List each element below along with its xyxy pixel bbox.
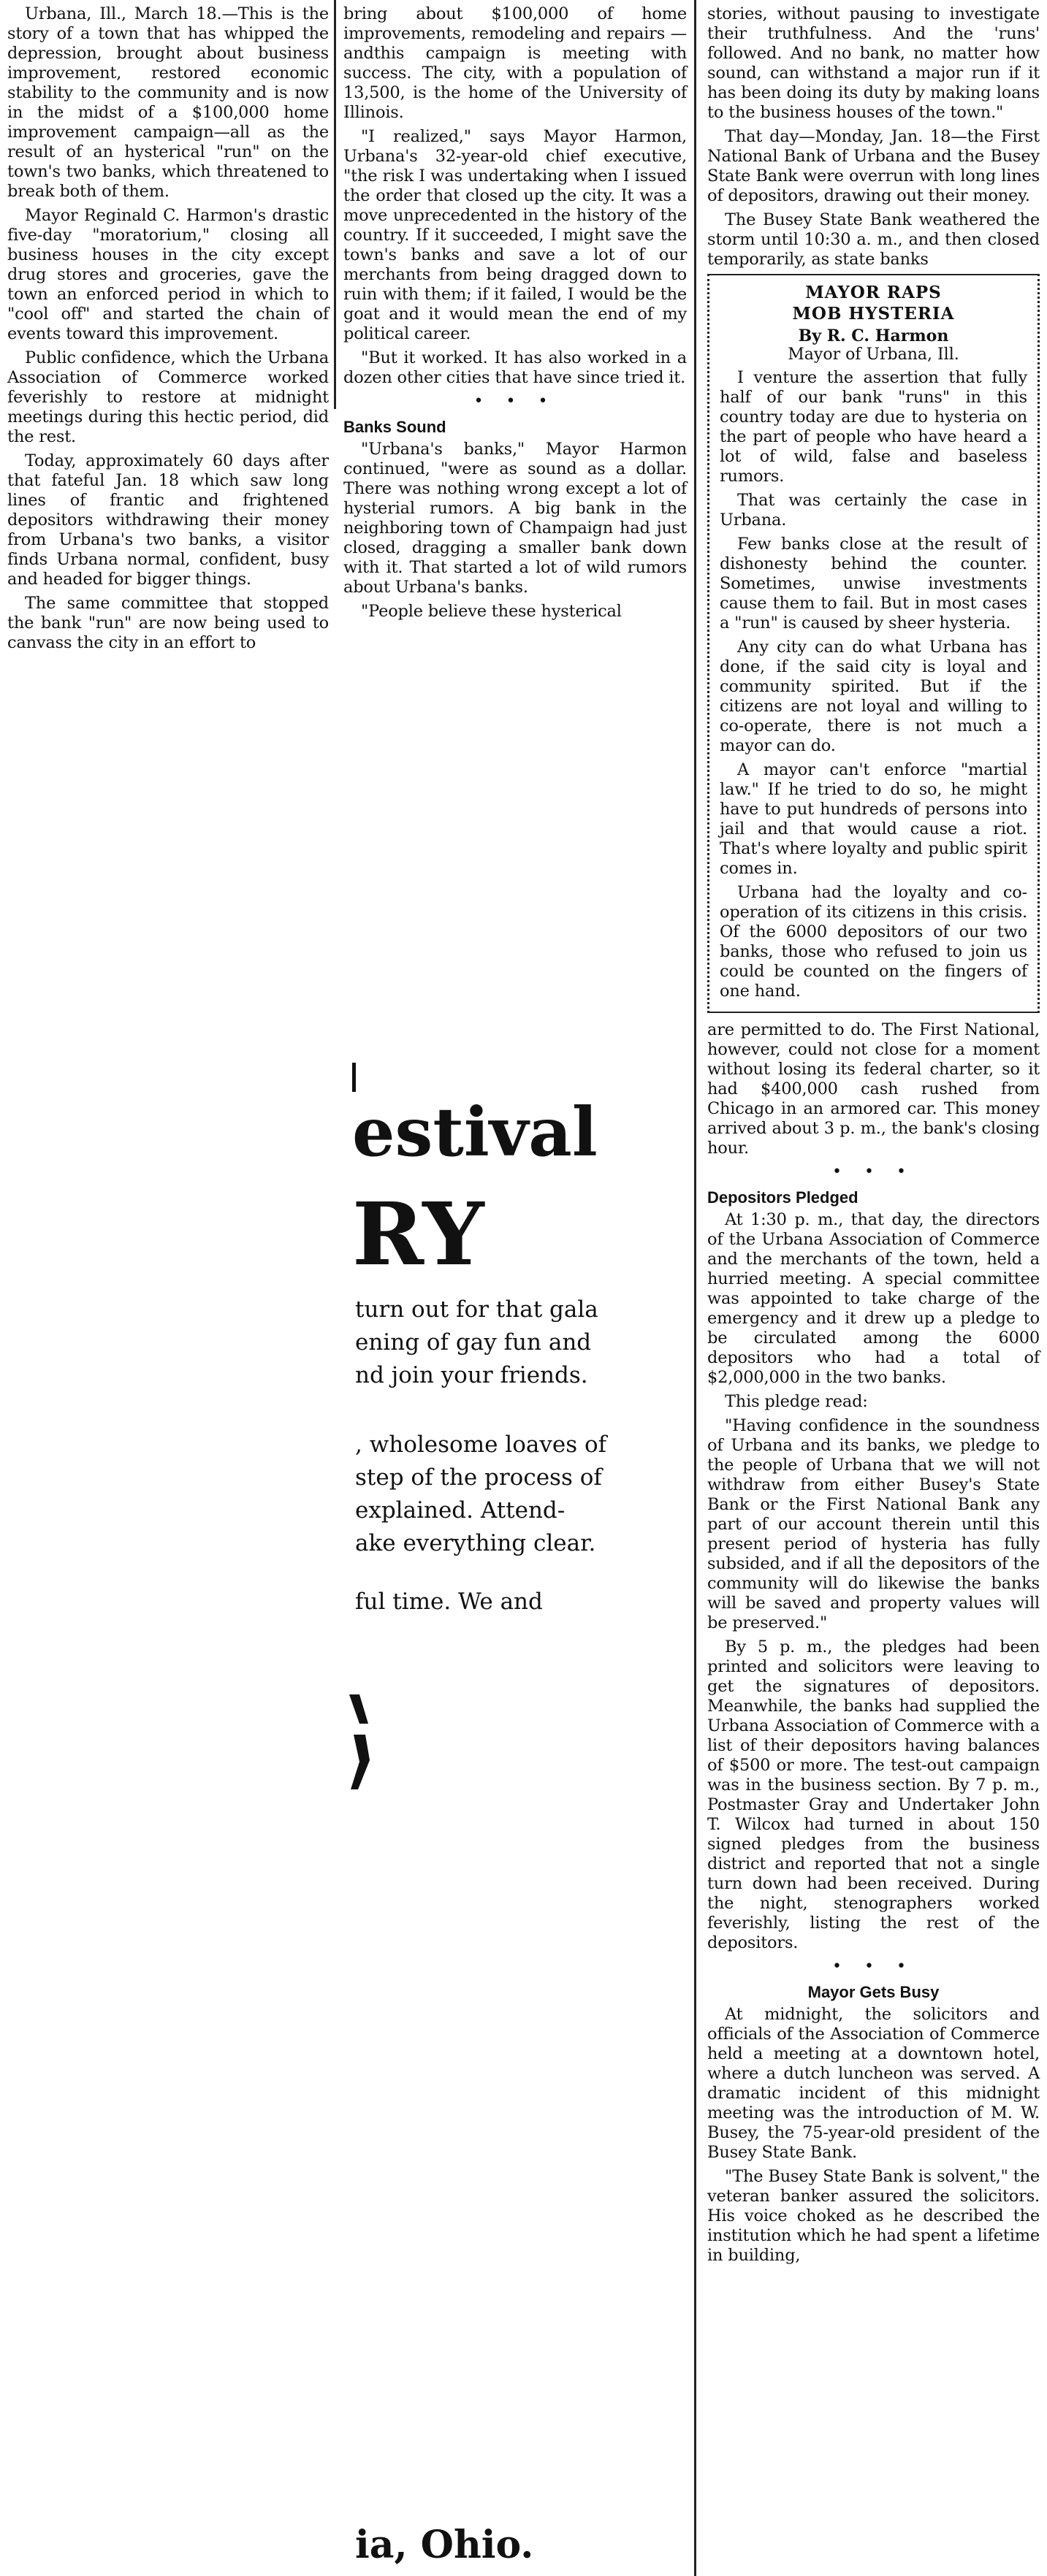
subheading-banks-sound: Banks Sound — [343, 418, 446, 436]
ad-text-line: , wholesome loaves of — [355, 1432, 607, 1458]
article-paragraph: This pledge read: — [725, 1392, 868, 1411]
box-paragraph: Urbana had the loyalty and co-operation of its citizens in this crisis. Of the 6000 depositors of our two banks, those who refused to join us could be counted on the fingers of one hand. — [720, 883, 1027, 1001]
article-paragraph: "Urbana's banks," Mayor Harmon continued, "were as sound as a dollar. There was nothing wrong except a lot of hysterial rumors. A big bank in the neighboring town of Champaign had just closed, dragging a smaller bank down with it. That started a lot of wild rumors about Urbana's banks. — [343, 440, 687, 597]
sidebar-box-mayor-raps — [707, 274, 1040, 1013]
article-paragraph: "People believe these hysterical — [361, 602, 622, 621]
column-rule-left — [334, 0, 336, 409]
article-paragraph: "But it worked. It has also worked in a dozen other cities that have since tried it. — [343, 348, 687, 387]
advertisement-fragment — [343, 774, 687, 2576]
ad-text-line: ful time. We and — [355, 1589, 543, 1615]
ad-text-line: nd join your friends. — [355, 1362, 588, 1388]
box-paragraph: A mayor can't enforce "martial law." If he tried to do so, he might have to put hundreds of persons into jail and that would cause a riot. That's where loyalty and public spirit comes in. — [720, 760, 1027, 878]
box-paragraph: I venture the assertion that fully half of our bank "runs" in this country today are due to hysteria on the part of people who have heard a lot of wild, false and baseless rumors. — [720, 368, 1027, 486]
article-paragraph: That day—Monday, Jan. 18—the First National Bank of Urbana and the Busey State Bank were overrun with long lines of depositors, drawing out their money. — [707, 127, 1040, 205]
article-column-2 — [343, 4, 687, 626]
ad-title-line-2: RY — [352, 1183, 486, 1285]
ad-text-line: ake everything clear. — [355, 1530, 596, 1556]
ad-text-line: ening of gay fun and — [355, 1329, 592, 1356]
ad-title-line-1: estival — [352, 1093, 598, 1172]
box-headline-2: MOB HYSTERIA — [792, 304, 955, 324]
ad-decoration-mark — [343, 1694, 387, 1797]
article-column-1 — [7, 4, 329, 657]
article-paragraph: "Having confidence in the soundness of Urbana and its banks, we pledge to the people of Urbana that we will not withdraw from either Busey's State Bank or the First National Bank any part of our account therein until this present period of hysteria has fully subsided, and if all the depositors of the community will do likewise the banks will be saved and property values will be preserved." — [707, 1416, 1040, 1632]
article-paragraph: Public confidence, which the Urbana Association of Commerce worked feverishly to restore at midnight meetings during this hectic period, did the rest. — [7, 348, 329, 446]
article-paragraph: Urbana, Ill., March 18.—This is the story of a town that has whipped the depression, brought about business improvement, restored economic stability to the community and is now in the midst of a $100,000 home improvement campaign—all as the result of an hysterical "run" on the town's two banks, which threatened to break both of them. — [7, 4, 329, 201]
article-paragraph: At midnight, the solicitors and officials of the Association of Commerce held a meeting at a downtown hotel, where a dutch luncheon was served. A dramatic incident of this midnight meeting was the introduction of M. W. Busey, the 75-year-old president of the Busey State Bank. — [707, 2005, 1040, 2162]
article-paragraph: "The Busey State Bank is solvent," the veteran banker assured the solicitors. His voice choked as he described the institution which he had spent a lifetime in building, — [707, 2167, 1040, 2265]
article-paragraph: are permitted to do. The First National, however, could not close for a moment without losing its federal charter, so it had $400,000 cash rushed from Chicago in an armored car. This money arrived about 3 p. m., the bank's closing hour. — [707, 1020, 1040, 1158]
article-column-3 — [707, 4, 1040, 2270]
section-dots: • • • — [473, 392, 557, 410]
article-paragraph: "I realized," says Mayor Harmon, Urbana's 32-year-old chief executive, "the risk I was undertaking when I issued the order that closed up the city. It was a move unprecedented in the history of the country. If it succeeded, I might save the town's banks and save a lot of our merchants from being dragged down to ruin with them; if it failed, I would be the goat and it would mean the end of my political career. — [343, 127, 687, 343]
article-paragraph: By 5 p. m., the pledges had been printed and solicitors were leaving to get the signatures of depositors. Meanwhile, the banks had supplied the Urbana Association of Commerce with a list of their depositors having balances of $500 or more. The test-out campaign was in the business section. By 7 p. m., Postmaster Gray and Undertaker John T. Wilcox had turned in about 150 signed pledges from the business district and reported that not a single turn down had been received. During the night, stenographers worked feverishly, listing the rest of the depositors. — [707, 1637, 1040, 1952]
ad-fragment-bar — [352, 1063, 356, 1092]
article-paragraph: Today, approximately 60 days after that fateful Jan. 18 which saw long lines of frantic and frightened depositors withdrawing their money from Urbana's two banks, a visitor finds Urbana normal, confident, busy and headed for bigger things. — [7, 451, 329, 589]
box-paragraph: Few banks close at the result of dishonesty behind the counter. Sometimes, unwise investments cause them to fail. But in most cases a "run" is caused by sheer hysteria. — [720, 535, 1027, 632]
subheading-depositors-pledged: Depositors Pledged — [707, 1188, 858, 1207]
article-paragraph: Mayor Reginald C. Harmon's drastic five-day "moratorium," closing all business houses in the city except drug stores and groceries, gave the town an enforced period in which to "cool off" and started the chain of events toward this improvement. — [7, 206, 329, 343]
box-byline: By R. C. Harmon — [798, 326, 949, 345]
article-paragraph: At 1:30 p. m., that day, the directors of the Urbana Association of Commerce and the merchants of the town, held a hurried meeting. A special committee was appointed to take charge of the emergency and it drew up a pledge to be circulated among the 6000 depositors who had a total of $2,000,000 in the two banks. — [707, 1210, 1040, 1387]
article-paragraph: The same committee that stopped the bank "run" are now being used to canvass the city in an effort to — [7, 594, 329, 652]
ad-text-line: turn out for that gala — [355, 1296, 598, 1323]
article-paragraph: The Busey State Bank weathered the storm until 10:30 a. m., and then closed temporarily, as state banks — [707, 210, 1040, 269]
column-rule-right — [694, 0, 696, 2576]
article-paragraph: bring about $100,000 of home improvements, remodeling and repairs —andthis campaign is meeting with success. The city, with a population of 13,500, is the home of the University of Illinois. — [343, 4, 687, 122]
box-paragraph: Any city can do what Urbana has done, if the said city is loyal and community spirited. But if the citizens are not loyal and willing to co-operate, there is not much a mayor can do. — [720, 638, 1027, 755]
ad-footer-location: ia, Ohio. — [355, 2523, 534, 2567]
box-paragraph: That was certainly the case in Urbana. — [720, 491, 1027, 530]
section-dots: • • • — [832, 1163, 915, 1181]
box-byline-role: Mayor of Urbana, Ill. — [788, 345, 959, 364]
box-headline-1: MAYOR RAPS — [805, 283, 942, 302]
section-dots: • • • — [832, 1957, 915, 1976]
subheading-mayor-gets-busy: Mayor Gets Busy — [807, 1983, 940, 2001]
article-paragraph: stories, without pausing to investigate their truthfulness. And the 'runs' followed. And no bank, no matter how sound, can withstand a major run if it has been doing its duty by making loans to the business houses of the town." — [707, 4, 1040, 122]
ad-text-line: explained. Attend- — [355, 1497, 566, 1524]
ad-text-line: step of the process of — [355, 1464, 602, 1491]
